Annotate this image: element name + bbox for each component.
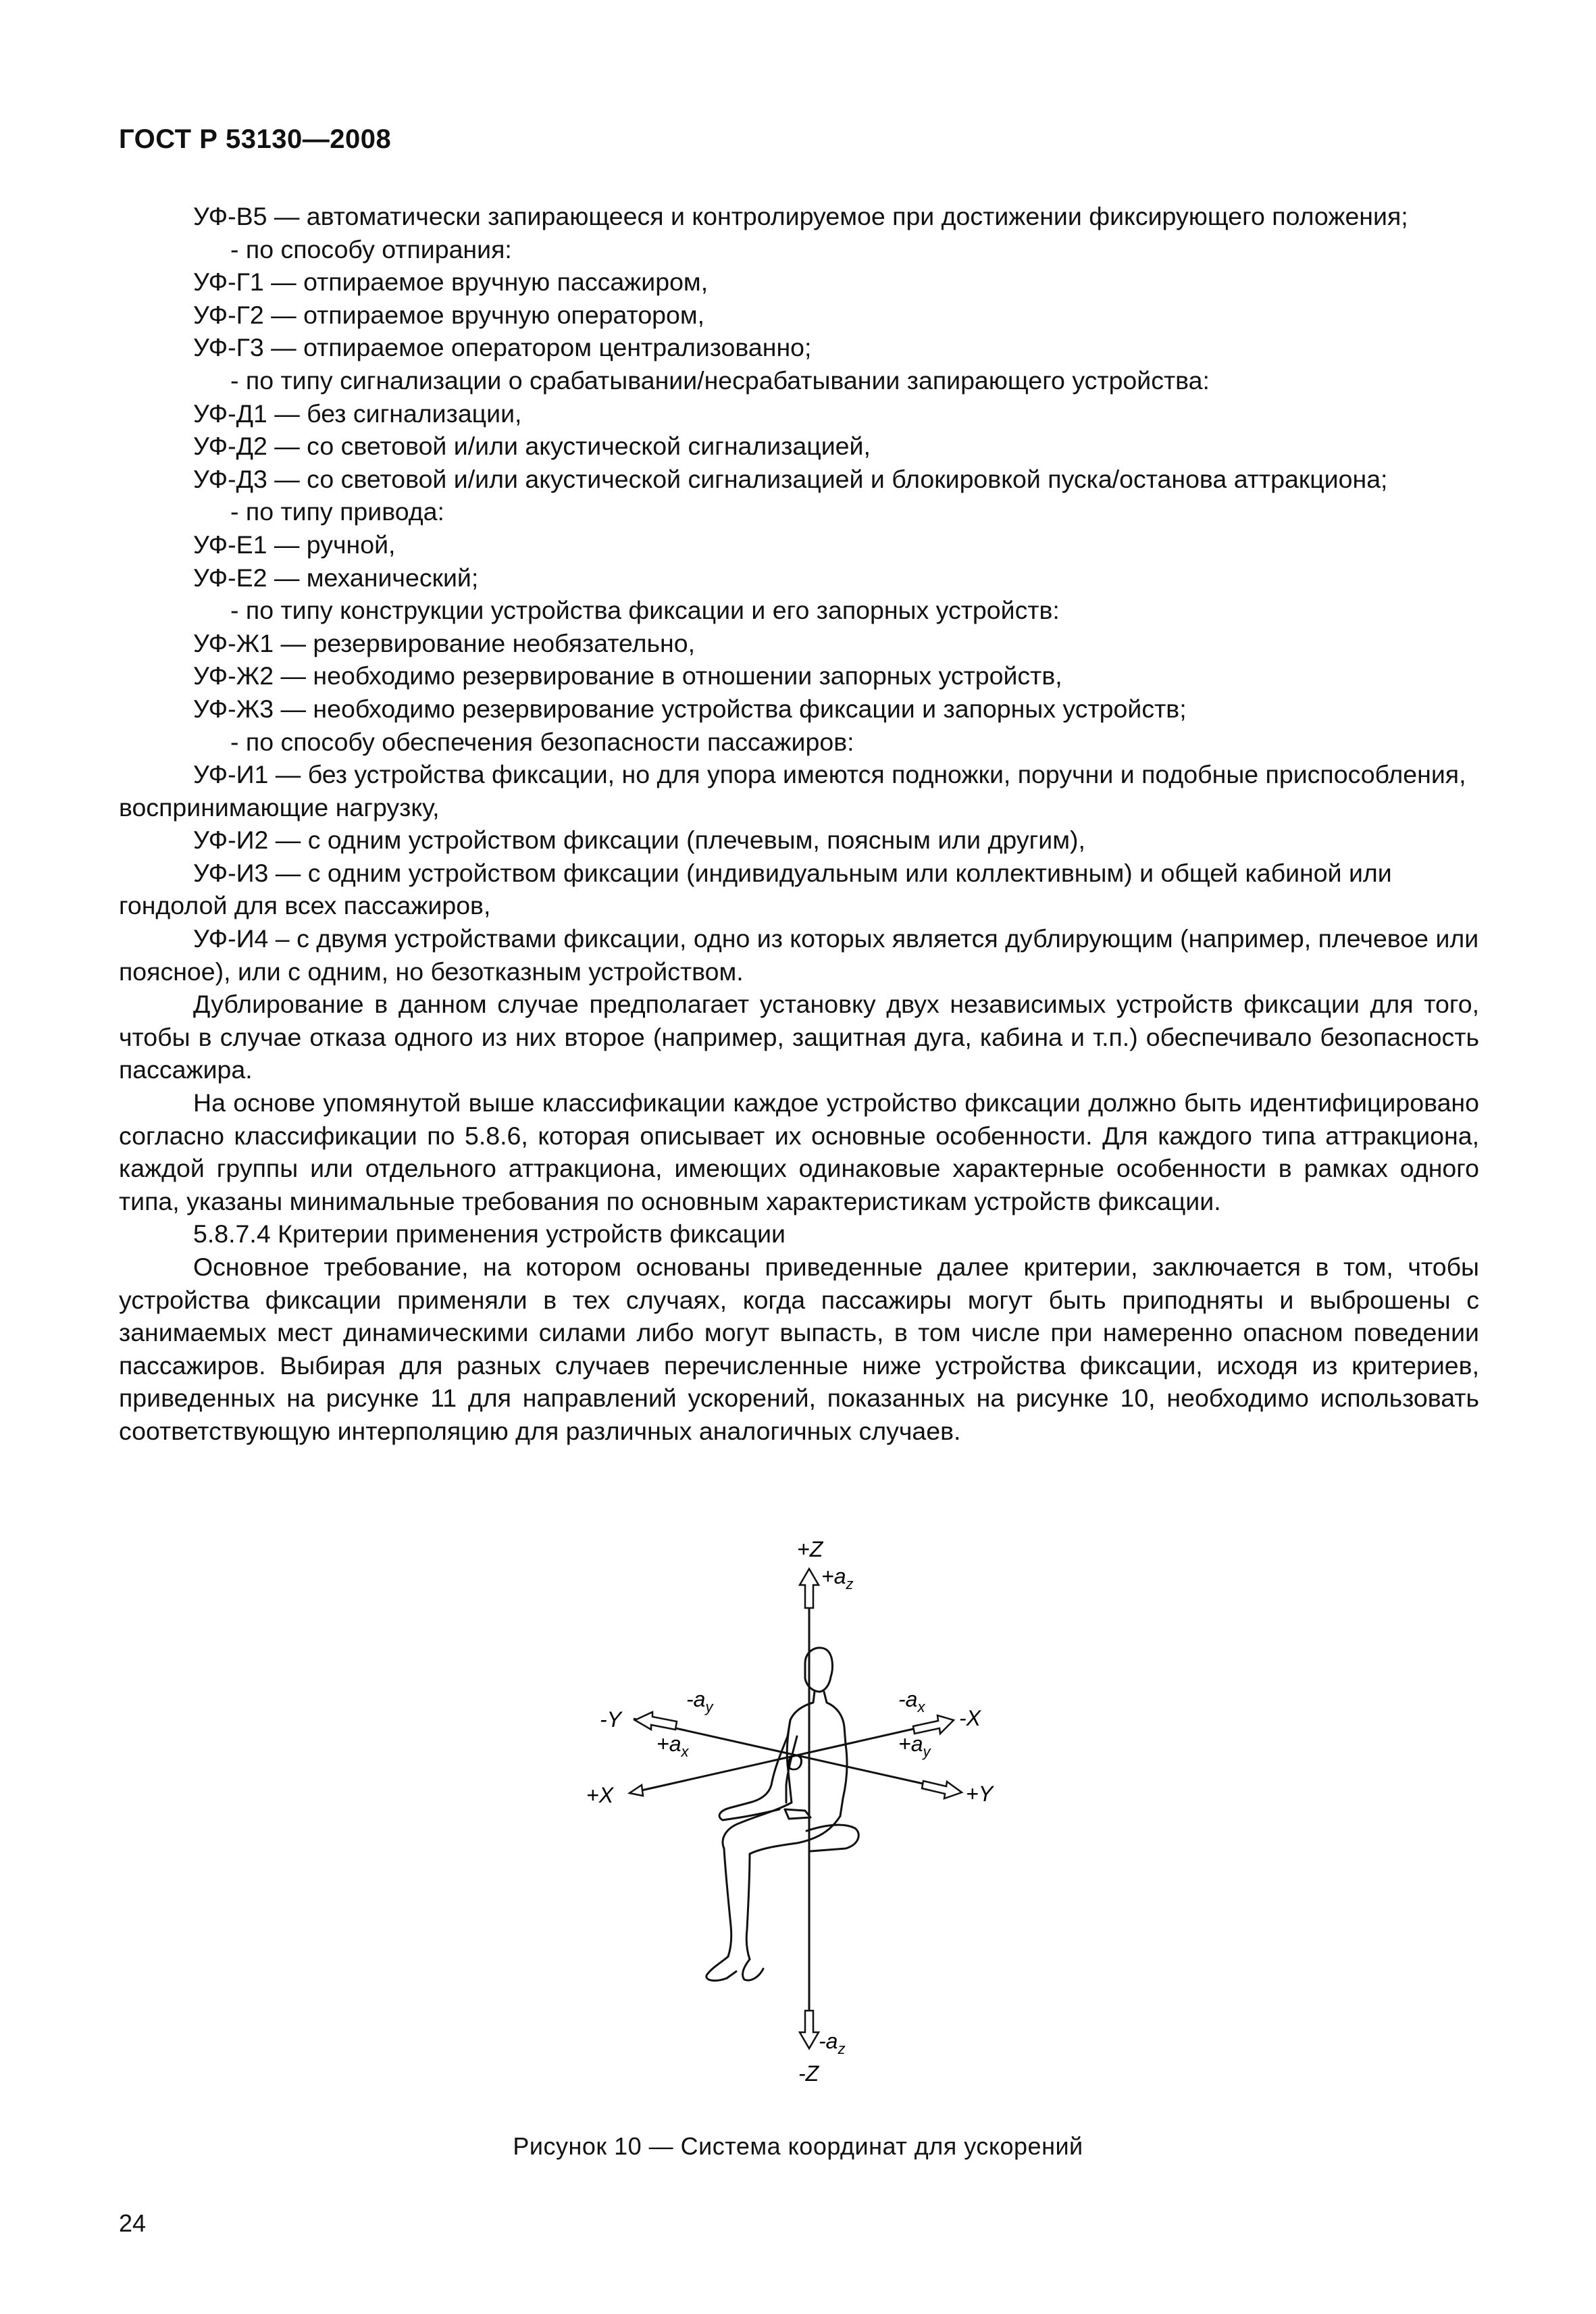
paragraph: УФ-Г1 — отпираемое вручную пассажиром, [193, 268, 709, 297]
paragraph: УФ-Д1 — без сигнализации, [193, 399, 522, 428]
paragraph: - по типу конструкции устройства фиксации и его запорных устройств: [230, 596, 1060, 625]
paragraph: - по типу привода: [230, 497, 444, 526]
label-minus-z: -Z [798, 2061, 819, 2086]
plus-x-arrow [629, 1785, 643, 1796]
paragraph: УФ-И1 — без устройства фиксации, но для упора имеются подножки, поручни и подобные приспособления, воспринимающие нагрузку, [119, 760, 1466, 822]
seated-person-drawing [706, 1648, 858, 1981]
paragraph: 5.8.7.4 Критерии применения устройств фиксации [193, 1219, 786, 1249]
label-plus-x: +X [586, 1783, 614, 1807]
label-plus-y: +Y [966, 1782, 994, 1806]
paragraph: - по типу сигнализации о срабатывании/несрабатывании запирающего устройства: [230, 366, 1210, 395]
paragraph: - по способу отпирания: [230, 234, 512, 263]
page-number: 24 [119, 2209, 147, 2237]
paragraph: УФ-Г3 — отпираемое оператором централизованно; [193, 333, 812, 362]
paragraph: УФ-Е2 — механический; [193, 563, 479, 592]
label-plus-ax: $+a_x$ [657, 1732, 689, 1760]
paragraph: На основе упомянутой выше классификации каждое устройство фиксации должно быть идентифицировано согласно классификации по 5.8.6, которая описывает их основные особенности. Для каждого типа аттракциона, каждой группы или отдельного аттракциона, имеющих одинаковые характерные особенности в рамках одного типа, указаны минимальные требования по основным характеристикам устройств фиксации. [119, 1088, 1479, 1215]
paragraph: УФ-Ж1 — резервирование необязательно, [193, 628, 696, 657]
paragraph: УФ-И4 – с двумя устройствами фиксации, одно из которых является дублирующим (например, плечевое или поясное), или с одним, но безотказным устройством. [119, 924, 1479, 986]
figure-10-coordinate-system [554, 1534, 1040, 2115]
label-plus-az: $+a_z$ [821, 1564, 854, 1592]
minus-y-arrow [635, 1712, 677, 1730]
paragraph: УФ-Д3 — со световой и/или акустической сигнализацией и блокировкой пуска/останова аттракциона; [193, 464, 1388, 493]
plus-y-arrow [922, 1781, 962, 1799]
label-minus-az: $-a_z$ [819, 2029, 846, 2057]
label-plus-z: +Z [797, 1537, 823, 1561]
label-minus-ax: $-a_x$ [898, 1687, 925, 1715]
label-minus-x: -X [959, 1706, 981, 1730]
paragraph: УФ-В5 — автоматически запирающееся и контролируемое при достижении фиксирующего положения; [193, 202, 1408, 230]
plus-z-arrow [800, 1569, 819, 1608]
paragraph: УФ-Ж2 — необходимо резервирование в отношении запорных устройств, [193, 661, 1062, 690]
paragraph: УФ-Г2 — отпираемое вручную оператором, [193, 300, 705, 329]
label-minus-y: -Y [600, 1707, 621, 1732]
paragraph: УФ-Д2 — со световой и/или акустической сигнализацией, [193, 432, 871, 461]
label-plus-ay: $+a_y$ [898, 1732, 931, 1760]
paragraph: - по способу обеспечения безопасности пассажиров: [230, 727, 854, 756]
paragraph: Основное требование, на котором основаны приведенные далее критерии, заключается в том, чтобы устройства фиксации применяли в тех случаях, когда пассажиры могут быть приподняты и выброшены с занимаемых мест динамическими силами либо могут выпасть, в том числе при намеренно опасном поведении пассажиров. Выбирая для разных случаев перечисленные ниже устройства фиксации, исходя из критериев, приведенных на рисунке 11 для направлений ускорений, показанных на рисунке 10, необходимо использовать соответствующую интерполяцию для различных аналогичных случаев. [119, 1253, 1479, 1445]
label-minus-ay: $-a_y$ [686, 1687, 713, 1715]
paragraph: УФ-И3 — с одним устройством фиксации (индивидуальным или коллективным) и общей кабиной или гондолой для всех пассажиров, [119, 858, 1392, 920]
coordinate-diagram [554, 1534, 1040, 2115]
standard-header: ГОСТ Р 53130—2008 [119, 124, 392, 154]
paragraph: УФ-Е1 — ручной, [193, 530, 396, 559]
figure-caption: Рисунок 10 — Система координат для ускорений [513, 2132, 1083, 2160]
body-text [119, 200, 1479, 1448]
paragraph: УФ-Ж3 — необходимо резервирование устройства фиксации и запорных устройств; [193, 694, 1187, 723]
minus-z-arrow [800, 2011, 819, 2048]
paragraph: УФ-И2 — с одним устройством фиксации (плечевым, поясным или другим), [193, 826, 1085, 855]
minus-x-arrow [913, 1715, 954, 1734]
label-origin: O [786, 1751, 803, 1775]
paragraph: Дублирование в данном случае предполагает установку двух независимых устройств фиксации для того, чтобы в случае отказа одного из них второе (например, защитная дуга, кабина и т.п.) обеспечивало безопасность пассажира. [119, 990, 1479, 1084]
